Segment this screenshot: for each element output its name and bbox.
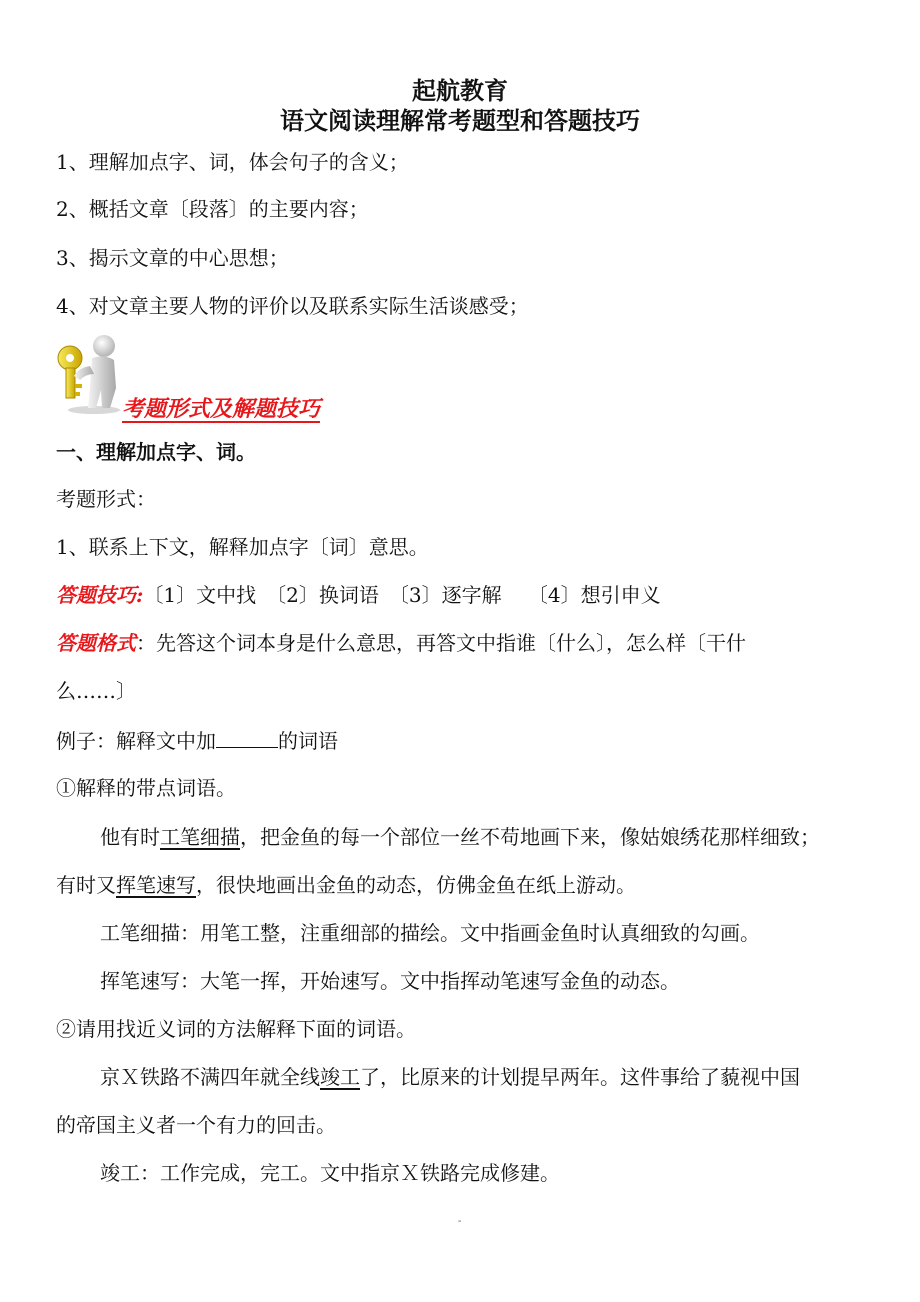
passage-1-line-2 bbox=[56, 872, 636, 898]
passage-1-line-1 bbox=[100, 824, 820, 850]
answer-3: 竣工：工作完成，完工。文中指京Ｘ铁路完成修建。 bbox=[100, 1161, 560, 1185]
page-footer-mark: - bbox=[458, 1216, 462, 1227]
passage-text: 了，比原来的计划提早两年。这件事给了藐视中国 bbox=[360, 1065, 800, 1089]
form-item: 1、联系上下文，解释加点字〔词〕意思。 bbox=[56, 535, 429, 559]
section-heading: 考题形式及解题技巧 bbox=[122, 396, 321, 422]
tips-line bbox=[56, 582, 661, 608]
format-cont: 么……〕 bbox=[56, 679, 136, 703]
format-line bbox=[56, 630, 746, 656]
passage-text: 京Ｘ铁路不满四年就全线 bbox=[100, 1065, 320, 1089]
format-text: ：先答这个词本身是什么意思，再答文中指谁〔什么〕，怎么样〔干什 bbox=[136, 631, 746, 655]
example-after: 的词语 bbox=[278, 729, 338, 753]
intro-item-1: 1、理解加点字、词，体会句子的含义； bbox=[56, 150, 409, 174]
underlined-term-1: 工笔细描 bbox=[160, 825, 240, 849]
passage-2-line-2: 的帝国主义者一个有力的回击。 bbox=[56, 1113, 336, 1137]
question-2: ②请用找近义词的方法解释下面的词语。 bbox=[56, 1017, 416, 1041]
intro-item-4: 4、对文章主要人物的评价以及联系实际生活谈感受； bbox=[56, 294, 529, 318]
passage-2-line-1 bbox=[100, 1064, 800, 1090]
passage-text: ，很快地画出金鱼的动态，仿佛金鱼在纸上游动。 bbox=[196, 873, 636, 897]
passage-text: ，把金鱼的每一个部位一丝不苟地画下来，像姑娘绣花那样细致； bbox=[240, 825, 820, 849]
example-blank bbox=[216, 729, 278, 748]
intro-item-2: 2、概括文章〔段落〕的主要内容； bbox=[56, 197, 369, 221]
doc-title-org: 起航教育 bbox=[412, 77, 508, 105]
tips-text: 〔1〕文中找 〔2〕换词语 〔3〕逐字解 〔4〕想引申义 bbox=[143, 583, 661, 607]
part1-heading: 一、理解加点字、词。 bbox=[56, 440, 256, 464]
passage-text: 他有时 bbox=[100, 825, 160, 849]
example-line bbox=[56, 728, 338, 754]
example-before: 例子：解释文中加 bbox=[56, 729, 216, 753]
format-label: 答题格式 bbox=[56, 631, 136, 655]
form-label: 考题形式： bbox=[56, 487, 156, 511]
answer-1: 工笔细描：用笔工整，注重细部的描绘。文中指画金鱼时认真细致的勾画。 bbox=[100, 921, 760, 945]
tips-label: 答题技巧: bbox=[56, 583, 144, 607]
doc-title-main: 语文阅读理解常考题型和答题技巧 bbox=[280, 107, 640, 135]
person-with-key-icon bbox=[52, 332, 132, 416]
passage-text: 有时又 bbox=[56, 873, 116, 897]
question-1: ①解释的带点词语。 bbox=[56, 776, 236, 800]
answer-2: 挥笔速写：大笔一挥，开始速写。文中指挥动笔速写金鱼的动态。 bbox=[100, 969, 680, 993]
underlined-term-2: 挥笔速写 bbox=[116, 873, 196, 897]
intro-item-3: 3、揭示文章的中心思想； bbox=[56, 246, 289, 270]
underlined-term-3: 竣工 bbox=[320, 1065, 360, 1089]
